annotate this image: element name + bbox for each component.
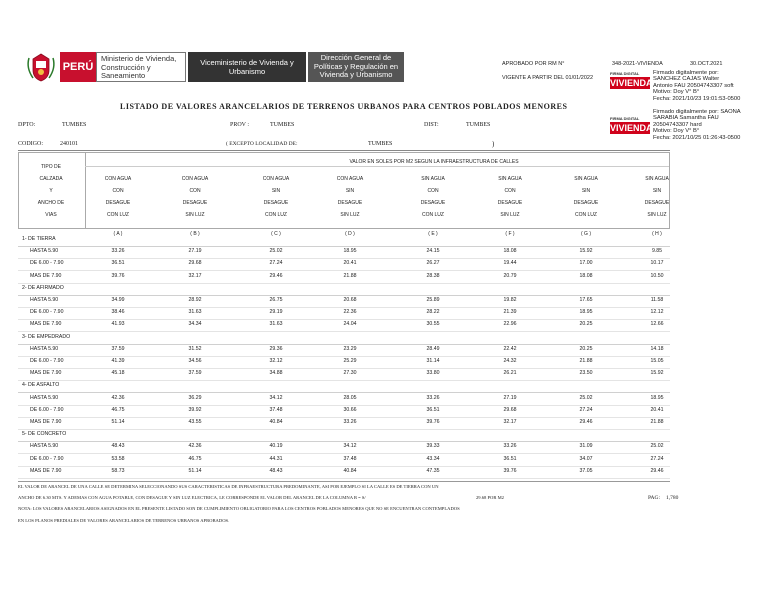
- peru-logo: PERÚ: [60, 52, 96, 82]
- table-cell: 31.63: [188, 309, 202, 316]
- column-header-line: SIN: [345, 188, 355, 194]
- ministry-name: Ministerio de Vivienda, Construcción y Saneamiento: [96, 52, 186, 82]
- table-cell: 46.75: [188, 455, 202, 462]
- column-header-line: SIN LUZ: [647, 212, 667, 218]
- direction-name: Dirección General de Políticas y Regulación en Vivienda y Urbanismo: [308, 52, 404, 82]
- table-bottom-border: [18, 481, 670, 482]
- row-divider: [18, 331, 670, 332]
- column-header-line: SIN AGUA: [574, 176, 598, 182]
- table-cell: 11.58: [650, 297, 664, 303]
- table-cell: 9.85: [651, 248, 663, 255]
- column-code: ( H ): [652, 231, 662, 237]
- row-label: DE 6.00 - 7.90: [30, 260, 64, 267]
- table-cell: 21.88: [343, 272, 357, 279]
- table-cell: 25.02: [579, 394, 593, 401]
- column-code: ( C ): [271, 231, 281, 237]
- table-cell: 33.26: [503, 443, 517, 450]
- row-label: MAS DE 7.90: [30, 467, 62, 474]
- group-header-divider: [85, 166, 669, 167]
- table-cell: 39.33: [426, 443, 440, 450]
- table-cell: 31.52: [188, 345, 202, 352]
- note-line-3: NOTA: LOS VALORES ARANCELARIOS ASIGNADOS EN EL PRESENTE LISTADO SON DE CUMPLIMIENTO OBLIGATORIO PARA LOS CENTROS POBLADOS MENORES QUE NO SE ENCUENTRAN CONTEMPLADOS: [18, 506, 460, 511]
- table-cell: 22.42: [503, 345, 517, 352]
- column-header-line: DESAGUE: [497, 200, 523, 206]
- note-line-2-value: 29.68 POR M2: [476, 495, 504, 500]
- left-header-line: ANCHO DE: [37, 200, 65, 206]
- table-cell: 34.99: [111, 297, 125, 303]
- column-header-line: CON LUZ: [422, 212, 444, 218]
- column-code: ( D ): [345, 231, 355, 237]
- table-cell: 36.51: [426, 406, 440, 413]
- table-cell: 48.43: [269, 467, 283, 474]
- table-cell: 37.05: [579, 467, 593, 474]
- column-header-line: CON AGUA: [262, 176, 290, 182]
- group-divider: [18, 246, 670, 247]
- approved-label: APROBADO POR RM N°: [502, 61, 565, 67]
- table-cell: 24.32: [503, 358, 517, 364]
- table-cell: 31.14: [426, 358, 440, 364]
- table-cell: 24.15: [426, 248, 440, 255]
- table-cell: 28.49: [426, 345, 440, 352]
- table-cell: 27.19: [503, 394, 517, 401]
- table-cell: 48.43: [111, 443, 125, 450]
- table-cell: 18.08: [503, 248, 517, 255]
- group-divider: [18, 344, 670, 345]
- left-header-line: CALZADA: [39, 176, 63, 182]
- table-cell: 18.95: [650, 394, 664, 401]
- row-divider: [18, 429, 670, 430]
- column-header-line: DESAGUE: [105, 200, 131, 206]
- table-cell: 31.09: [579, 443, 593, 450]
- column-header-line: CON LUZ: [575, 212, 597, 218]
- group-name: 1- DE TIERRA: [22, 236, 56, 242]
- table-cell: 28.22: [426, 309, 440, 316]
- table-cell: 29.68: [503, 406, 517, 413]
- table-cell: 36.51: [503, 455, 517, 462]
- row-divider: [18, 356, 670, 357]
- document-title: LISTADO DE VALORES ARANCELARIOS DE TERRENOS URBANOS PARA CENTROS POBLADOS MENORES: [120, 102, 568, 111]
- note-line-1: EL VALOR DE ARANCEL DE UNA CALLE SE DETERMINA SELECCIONANDO SUS CARACTERISTICAS DE INFRAESTRUCTURA PREDOMINANTE, ASI POR EJEMPLO SI LA CALLE ES DE TIERRA CON UN: [18, 484, 439, 489]
- column-code: ( G ): [581, 231, 591, 237]
- row-label: HASTA 5.90: [30, 443, 59, 450]
- table-cell: 18.08: [579, 272, 593, 279]
- table-cell: 37.59: [111, 345, 125, 352]
- table-cell: 33.80: [426, 370, 440, 377]
- viceministry-name: Viceministerio de Vivienda y Urbanismo: [188, 52, 306, 82]
- column-code: ( A ): [113, 231, 123, 237]
- signature-line: Firmado digitalmente por:: [653, 70, 719, 76]
- column-header-line: SIN LUZ: [500, 212, 520, 218]
- column-header-line: CON: [427, 188, 439, 194]
- signature-line: Motivo: Doy V° B°: [653, 89, 700, 96]
- table-cell: 33.26: [343, 419, 357, 425]
- table-cell: 23.50: [579, 370, 593, 377]
- column-header-line: SIN AGUA: [421, 176, 445, 182]
- row-divider: [18, 478, 670, 479]
- signature-line: Firmado digitalmente por: SAONA: [653, 109, 741, 115]
- column-header-line: DESAGUE: [263, 200, 289, 206]
- signature-line: Motivo: Doy V° B°: [653, 128, 700, 135]
- table-cell: 40.84: [343, 467, 357, 474]
- column-header-line: CON LUZ: [107, 212, 129, 218]
- table-cell: 36.29: [188, 394, 202, 401]
- table-cell: 18.95: [343, 248, 357, 255]
- table-cell: 37.59: [188, 370, 202, 377]
- column-header-line: CON: [504, 188, 516, 194]
- group-header: VALOR EN SOLES POR M2 SEGUN LA INFRAESTRUCTURA DE CALLES: [349, 159, 519, 165]
- table-cell: 32.12: [269, 358, 283, 364]
- table-header-bottom-border: [18, 228, 670, 229]
- table-cell: 51.14: [111, 419, 125, 425]
- table-cell: 43.55: [188, 419, 202, 425]
- row-label: HASTA 5.90: [30, 394, 59, 401]
- table-cell: 26.75: [269, 297, 283, 303]
- table-cell: 36.51: [111, 260, 125, 267]
- row-divider: [18, 270, 670, 271]
- table-cell: 32.17: [503, 419, 517, 425]
- table-cell: 42.36: [111, 394, 125, 401]
- approval-date: 30.OCT.2021: [690, 61, 723, 67]
- table-cell: 10.17: [650, 260, 664, 267]
- table-cell: 46.75: [111, 406, 125, 413]
- table-cell: 34.34: [188, 321, 202, 328]
- except-close: ): [492, 140, 495, 148]
- table-cell: 34.12: [269, 394, 283, 401]
- column-header-line: DESAGUE: [337, 200, 363, 206]
- column-header-line: CON AGUA: [104, 176, 132, 182]
- table-cell: 39.76: [503, 467, 517, 474]
- table-cell: 34.12: [343, 443, 357, 450]
- signature-line: Fecha: 2021/10/25 01:26:43-0500: [653, 134, 741, 141]
- left-header-line: Y: [49, 188, 53, 194]
- note-line-4: EN LOS PLANOS PREDIALES DE VALORES ARANCELARIOS DE TERRENOS URBANOS APROBADOS.: [18, 518, 230, 523]
- column-header-line: CON AGUA: [336, 176, 364, 182]
- signature-line: SARABIA Samantha FAU: [653, 115, 719, 122]
- table-cell: 39.76: [111, 272, 125, 279]
- column-header-line: DESAGUE: [420, 200, 446, 206]
- table-cell: 27.30: [343, 370, 357, 377]
- row-label: HASTA 5.90: [30, 248, 59, 255]
- table-cell: 41.93: [111, 321, 125, 328]
- table-cell: 25.29: [343, 358, 357, 364]
- table-cell: 21.88: [650, 419, 664, 425]
- table-cell: 47.35: [426, 467, 440, 474]
- table-cell: 28.92: [188, 297, 202, 303]
- table-cell: 14.18: [650, 345, 664, 352]
- column-code: ( B ): [190, 231, 200, 237]
- column-header-line: SIN: [581, 188, 591, 194]
- table-cell: 20.79: [503, 272, 517, 279]
- table-cell: 33.26: [426, 394, 440, 401]
- table-cell: 19.82: [503, 297, 517, 303]
- except-value: TUMBES: [368, 141, 393, 147]
- row-label: DE 6.00 - 7.90: [30, 406, 64, 413]
- table-cell: 51.14: [188, 467, 202, 474]
- signature-line: Antonio FAU 20504743307 soft: [653, 82, 734, 89]
- signature-badge-caption: FIRMA DIGITAL: [610, 71, 640, 76]
- table-cell: 44.31: [269, 455, 283, 462]
- table-cell: 28.38: [426, 272, 440, 279]
- signature-badge-caption: FIRMA DIGITAL: [610, 116, 640, 121]
- table-cell: 38.46: [111, 309, 125, 316]
- row-label: DE 6.00 - 7.90: [30, 358, 64, 364]
- row-label: MAS DE 7.90: [30, 370, 62, 377]
- column-header-line: CON LUZ: [265, 212, 287, 218]
- table-cell: 43.34: [426, 455, 440, 462]
- table-cell: 19.44: [503, 260, 517, 267]
- page-number: 1,780: [666, 495, 679, 501]
- table-cell: 29.46: [579, 419, 593, 425]
- table-cell: 40.84: [269, 419, 283, 425]
- group-divider: [18, 392, 670, 393]
- column-header-line: SIN: [271, 188, 281, 194]
- column-header-line: DESAGUE: [573, 200, 599, 206]
- table-cell: 20.68: [343, 297, 357, 303]
- group-name: 2- DE AFIRMADO: [22, 284, 64, 291]
- table-cell: 25.02: [269, 248, 283, 255]
- column-header-line: CON: [112, 188, 124, 194]
- prov-value: TUMBES: [270, 122, 295, 128]
- table-cell: 12.12: [650, 309, 664, 316]
- table-cell: 39.76: [426, 419, 440, 425]
- group-name: 5- DE CONCRETO: [22, 431, 67, 438]
- except-label: ( EXCEPTO LOCALIDAD DE:: [226, 141, 298, 147]
- table-cell: 18.95: [579, 309, 593, 316]
- row-label: DE 6.00 - 7.90: [30, 309, 64, 316]
- table-cell: 21.39: [503, 309, 517, 316]
- table-cell: 20.25: [579, 321, 593, 328]
- table-cell: 33.26: [111, 248, 125, 255]
- row-divider: [18, 283, 670, 284]
- signature-badge-label: VIVIENDA: [610, 78, 653, 88]
- table-cell: 21.88: [579, 358, 593, 364]
- table-cell: 29.68: [188, 260, 202, 267]
- row-label: MAS DE 7.90: [30, 419, 62, 425]
- table-cell: 25.02: [650, 443, 664, 450]
- table-cell: 20.25: [579, 345, 593, 352]
- table-cell: 26.21: [503, 370, 517, 377]
- table-cell: 22.36: [343, 309, 357, 316]
- group-name: 3- DE EMPEDRADO: [22, 333, 71, 340]
- table-cell: 15.92: [650, 370, 664, 377]
- dist-label: DIST:: [424, 122, 439, 128]
- table-cell: 27.24: [650, 455, 664, 462]
- row-divider: [18, 466, 670, 467]
- column-header-line: CON: [189, 188, 201, 194]
- table-cell: 34.88: [269, 370, 283, 377]
- table-cell: 29.46: [650, 467, 664, 474]
- table-cell: 32.17: [188, 272, 202, 279]
- row-label: DE 6.00 - 7.90: [30, 455, 64, 462]
- table-cell: 22.96: [503, 321, 517, 328]
- table-cell: 31.63: [269, 321, 283, 328]
- code-value: 240101: [60, 141, 78, 147]
- table-cell: 20.41: [343, 260, 357, 267]
- signature-line: Fecha: 2021/10/23 19:01:53-0500: [653, 95, 741, 102]
- table-cell: 23.29: [343, 345, 357, 352]
- column-header-line: SIN AGUA: [498, 176, 522, 182]
- table-top-border: [18, 152, 670, 153]
- group-divider: [18, 441, 670, 442]
- row-divider: [18, 380, 670, 381]
- column-header-line: SIN LUZ: [340, 212, 360, 218]
- group-name: 4- DE ASFALTO: [22, 382, 60, 389]
- dpto-label: DPTO:: [18, 122, 36, 128]
- column-header-line: SIN LUZ: [185, 212, 205, 218]
- table-cell: 27.24: [579, 406, 593, 413]
- table-cell: 40.19: [269, 443, 283, 450]
- table-cell: 58.73: [111, 467, 125, 474]
- column-code: ( E ): [428, 231, 438, 237]
- table-cell: 45.18: [111, 370, 125, 377]
- table-cell: 10.50: [650, 272, 664, 279]
- rm-number: 348-2021-VIVIENDA: [612, 61, 663, 67]
- row-label: HASTA 5.90: [30, 345, 59, 352]
- signature-badge-label: VIVIENDA: [610, 123, 653, 133]
- table-cell: 17.00: [579, 260, 593, 267]
- column-header-line: DESAGUE: [182, 200, 208, 206]
- dist-value: TUMBES: [466, 122, 491, 128]
- table-cell: 53.58: [111, 455, 125, 462]
- row-label: MAS DE 7.90: [30, 272, 62, 279]
- row-divider: [18, 453, 670, 454]
- table-cell: 30.66: [343, 406, 357, 413]
- table-cell: 29.46: [269, 272, 283, 279]
- row-divider: [18, 405, 670, 406]
- table-cell: 30.55: [426, 321, 440, 328]
- table-cell: 37.48: [343, 455, 357, 462]
- table-cell: 42.36: [188, 443, 202, 450]
- table-cell: 34.07: [579, 455, 593, 462]
- valid-from: VIGENTE A PARTIR DEL 01/01/2022: [502, 75, 593, 81]
- row-divider: [18, 368, 670, 369]
- column-header-line: SIN: [652, 188, 662, 194]
- note-line-2: ANCHO DE 6.30 MTS. Y ADEMAS CON AGUA POTABLE, CON DESAGUE Y SIN LUZ ELECTRICA, LE CORRESPONDE EL VALOR DEL ARANCEL DE LA COLUMNA B = S/: [18, 495, 366, 500]
- table-cell: 26.27: [426, 260, 440, 267]
- row-divider: [18, 307, 670, 308]
- column-header-line: DESAGUE: [644, 200, 670, 206]
- code-label: CODIGO:: [18, 141, 43, 147]
- table-cell: 39.92: [188, 406, 202, 413]
- table-cell: 29.36: [269, 345, 283, 352]
- row-divider: [18, 258, 670, 259]
- page-label: PAG:: [648, 495, 661, 501]
- table-cell: 28.05: [343, 394, 357, 401]
- table-cell: 37.48: [269, 406, 283, 413]
- signature-line: 20504743307 hard: [653, 121, 702, 128]
- table-cell: 20.41: [650, 406, 664, 413]
- row-label: MAS DE 7.90: [30, 321, 62, 328]
- column-header-line: SIN AGUA: [645, 176, 669, 182]
- row-divider: [18, 417, 670, 418]
- table-cell: 27.19: [188, 248, 202, 255]
- table-cell: 17.65: [579, 297, 593, 303]
- prov-label: PROV :: [230, 122, 250, 128]
- left-header-line: TIPO DE: [40, 164, 61, 170]
- table-cell: 25.89: [426, 297, 440, 303]
- table-cell: 24.04: [343, 321, 357, 328]
- group-divider: [18, 295, 670, 296]
- table-cell: 41.39: [111, 358, 125, 364]
- table-cell: 15.92: [579, 248, 593, 255]
- left-header-line: VIAS: [45, 212, 57, 218]
- row-divider: [18, 319, 670, 320]
- row-label: HASTA 5.90: [30, 297, 59, 303]
- column-header-line: CON AGUA: [181, 176, 209, 182]
- column-code: ( F ): [505, 231, 515, 237]
- table-cell: 12.66: [650, 321, 664, 328]
- table-cell: 34.56: [188, 358, 202, 364]
- table-cell: 29.19: [269, 309, 283, 316]
- table-cell: 15.05: [650, 358, 664, 364]
- dpto-value: TUMBES: [62, 122, 87, 128]
- table-cell: 27.24: [269, 260, 283, 267]
- signature-line: SANCHEZ CAJAS Walter: [653, 76, 720, 83]
